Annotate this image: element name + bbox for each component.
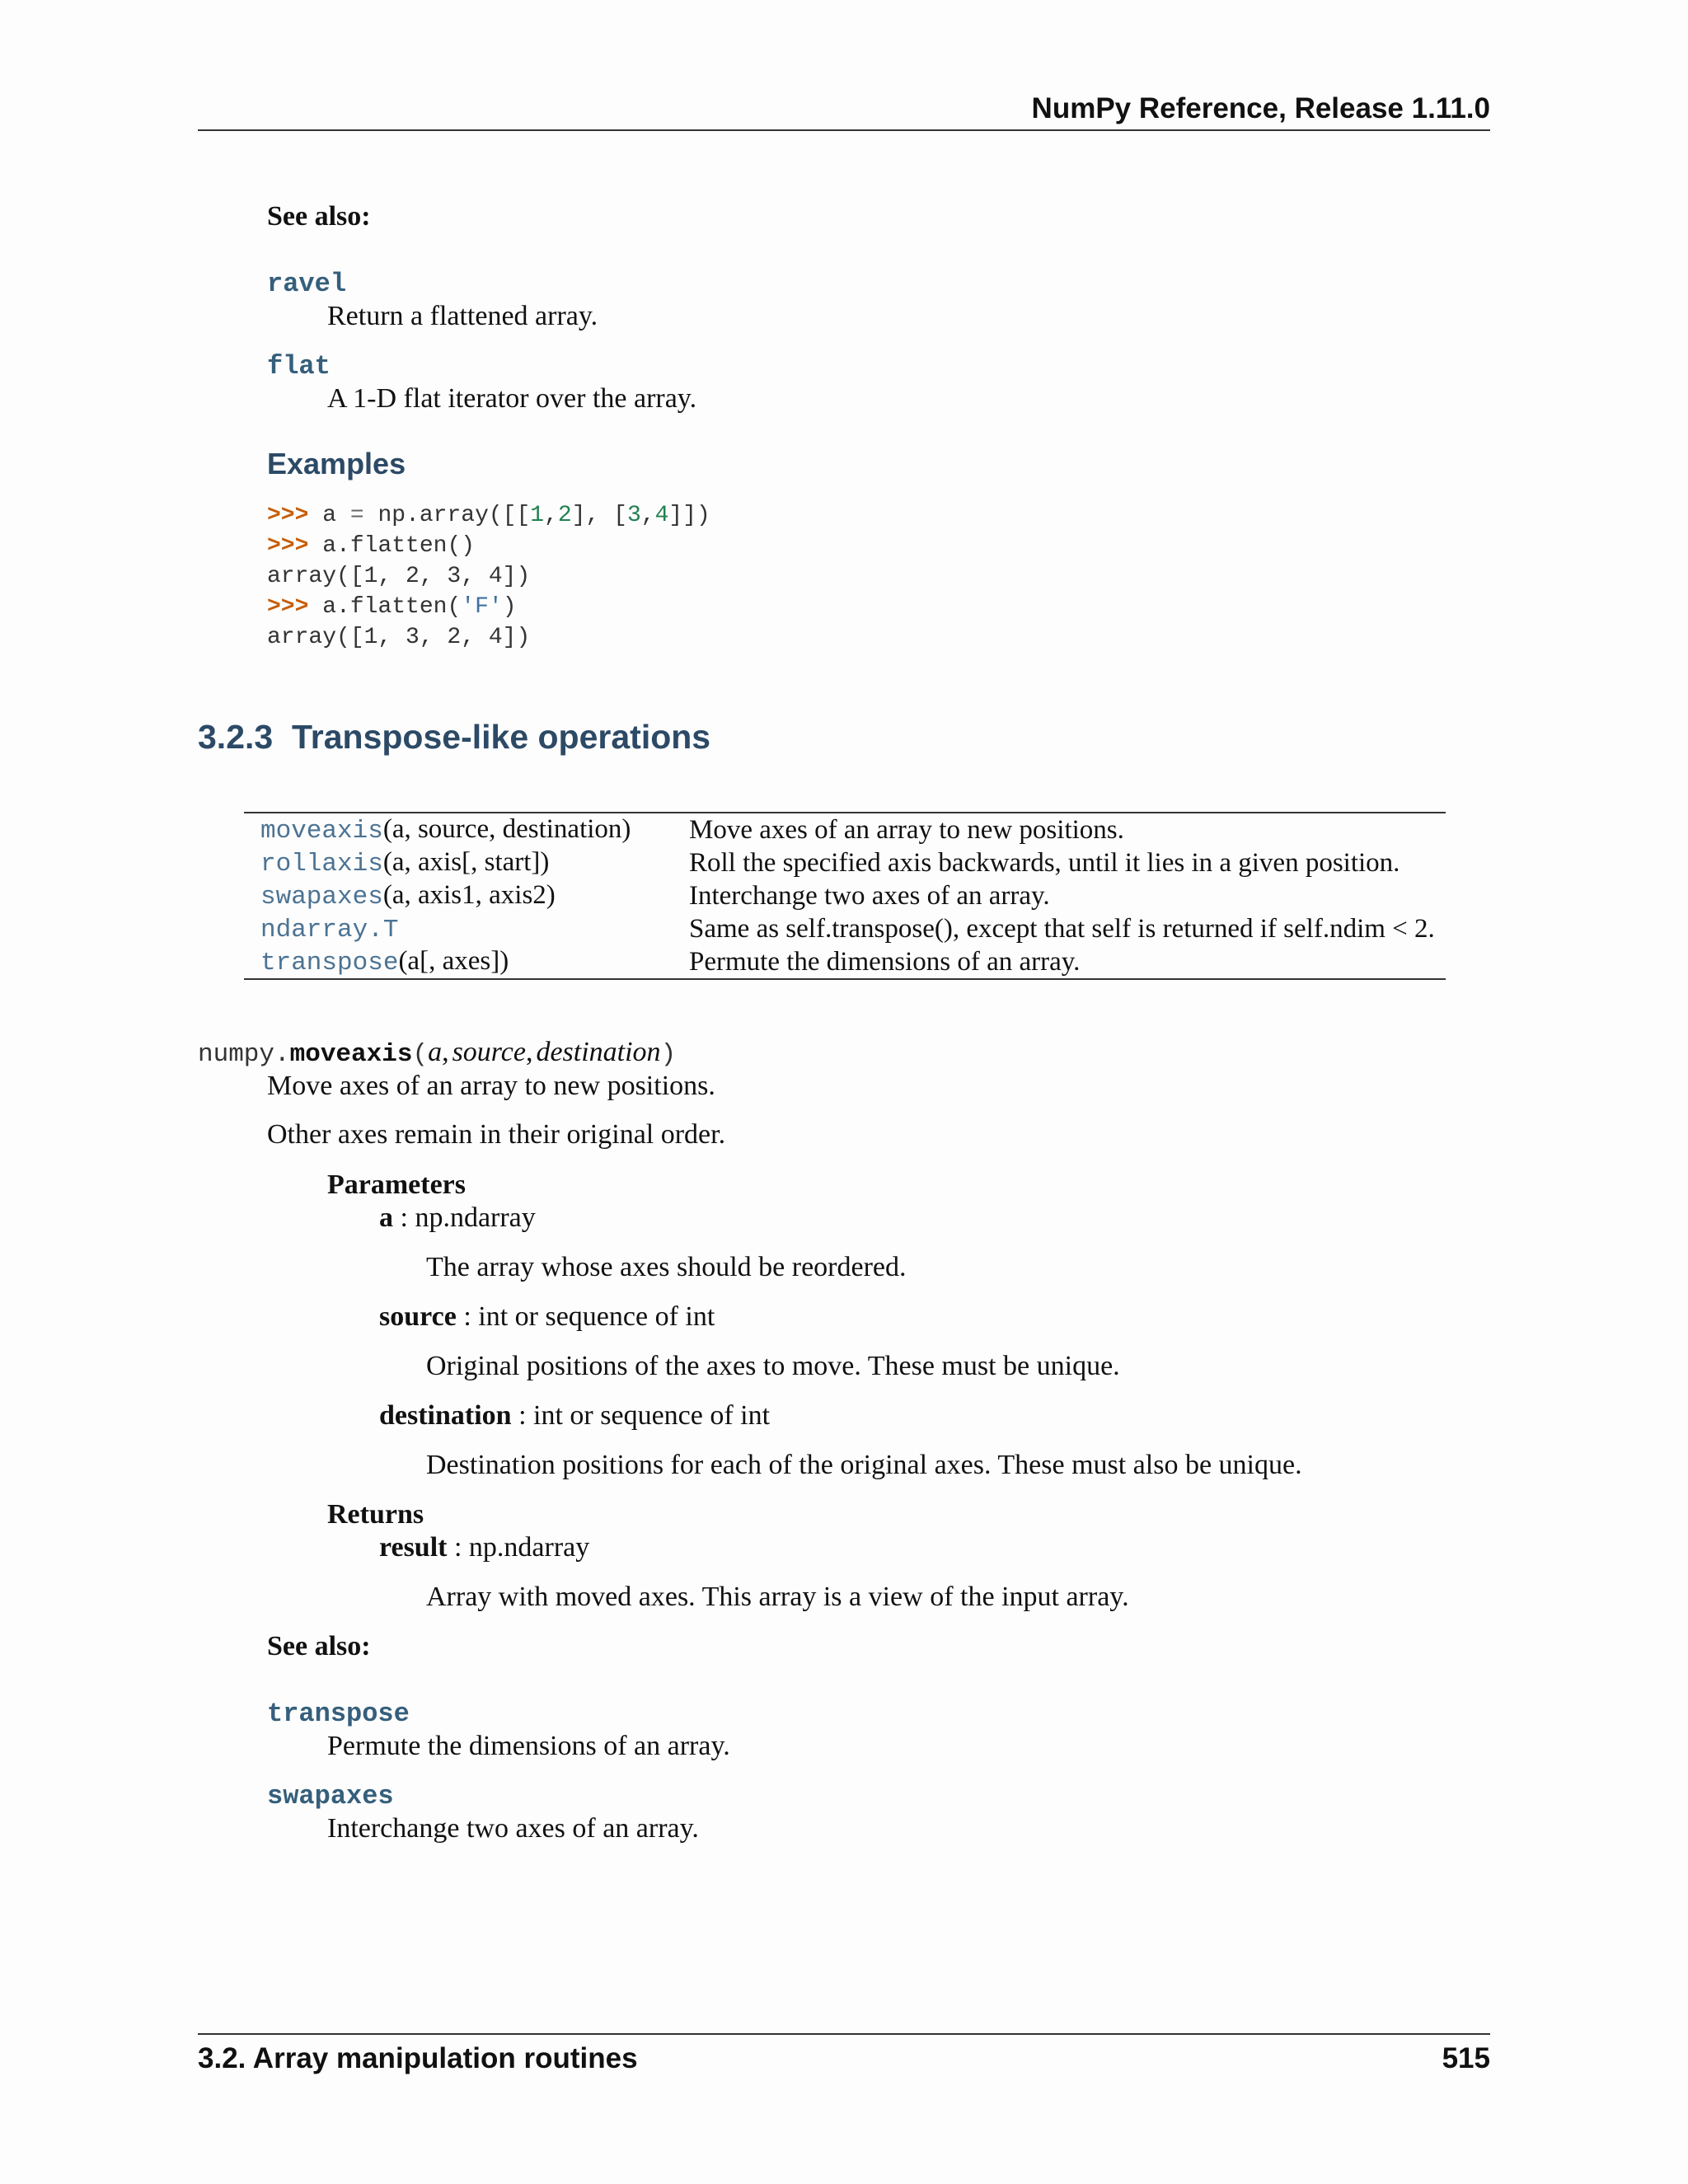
signature-separator: , <box>442 1037 449 1067</box>
see-also-desc: Return a flattened array. <box>327 301 598 331</box>
code-text: np.array([[ <box>363 503 531 528</box>
code-operator: = <box>349 503 364 528</box>
header-rule <box>198 129 1490 131</box>
table-cell-description: Roll the specified axis backwards, until it lies in a given position. <box>689 847 1400 878</box>
table-row <box>244 813 1446 846</box>
code-text: ], [ <box>571 503 627 528</box>
code-text: a.flatten() <box>322 533 476 559</box>
param-a <box>379 1202 536 1234</box>
code-text: , <box>544 503 558 528</box>
code-output: array([1, 2, 3, 4]) <box>267 564 531 589</box>
see-also-link-swapaxes[interactable]: swapaxes <box>267 1781 394 1811</box>
param-name: a <box>379 1202 393 1233</box>
table-row <box>244 879 1446 912</box>
param-type: : int or sequence of int <box>511 1400 771 1431</box>
function-link-rollaxis[interactable]: rollaxis <box>260 850 383 879</box>
running-header-title: NumPy Reference, Release 1.11.0 <box>1031 92 1490 124</box>
param-type: : int or sequence of int <box>456 1301 715 1332</box>
section-heading <box>198 718 710 757</box>
function-link-transpose[interactable]: transpose <box>260 949 399 977</box>
param-name: source <box>379 1301 457 1332</box>
function-summary: Move axes of an array to new positions. <box>267 1071 715 1101</box>
function-args: (a[, axes]) <box>398 946 509 976</box>
signature-module: numpy. <box>198 1040 290 1069</box>
signature-paren: ) <box>660 1040 677 1069</box>
code-number: 2 <box>557 503 572 528</box>
table-cell-function <box>244 846 673 879</box>
table-cell-description: Interchange two axes of an array. <box>689 880 1050 911</box>
signature-param: destination <box>536 1037 661 1067</box>
signature-name: moveaxis <box>289 1040 413 1069</box>
examples-heading: Examples <box>267 447 406 480</box>
signature-paren: ( <box>412 1040 429 1069</box>
return-result <box>379 1532 589 1563</box>
param-description: Original positions of the axes to move. These must be unique. <box>426 1351 1120 1381</box>
table-cell-function <box>244 945 673 979</box>
code-line <box>267 592 710 622</box>
code-line <box>267 531 710 561</box>
table-row <box>244 846 1446 879</box>
code-string: 'F' <box>461 594 503 620</box>
code-text: , <box>640 503 655 528</box>
signature-param: a <box>428 1037 443 1067</box>
function-signature <box>198 1037 676 1069</box>
table-cell-function <box>244 879 673 912</box>
code-text: a.flatten( <box>322 594 462 620</box>
code-output: array([1, 3, 2, 4]) <box>267 625 531 650</box>
function-args: (a, axis1, axis2) <box>382 880 556 910</box>
table-cell-description: Permute the dimensions of an array. <box>689 946 1081 977</box>
code-text: ]]) <box>668 503 710 528</box>
code-number: 1 <box>530 503 545 528</box>
code-number: 4 <box>654 503 669 528</box>
signature-separator: , <box>525 1037 533 1067</box>
return-type: : np.ndarray <box>447 1532 590 1563</box>
see-also-link-transpose[interactable]: transpose <box>267 1699 410 1729</box>
code-block <box>267 500 710 653</box>
see-also-heading: See also: <box>267 201 371 232</box>
signature-param: source <box>452 1037 526 1067</box>
code-text: a <box>322 503 350 528</box>
table-cell-description: Same as self.transpose(), except that self is returned if self.ndim < 2. <box>689 913 1435 944</box>
function-args: (a, source, destination) <box>382 814 631 844</box>
function-link-ndarray-t[interactable]: ndarray.T <box>260 916 399 944</box>
table-row <box>244 912 1446 945</box>
function-note: Other axes remain in their original order. <box>267 1119 726 1150</box>
param-description: The array whose axes should be reordered. <box>426 1252 907 1282</box>
code-prompt: >>> <box>267 533 309 559</box>
see-also-link-ravel[interactable]: ravel <box>267 269 347 299</box>
table-cell-function <box>244 813 673 846</box>
parameters-heading: Parameters <box>327 1169 467 1200</box>
param-name: destination <box>379 1400 512 1431</box>
param-destination <box>379 1400 770 1432</box>
section-title: Transpose-like operations <box>292 718 711 756</box>
footer-rule <box>198 2033 1490 2035</box>
see-also-heading: See also: <box>267 1631 371 1661</box>
see-also-desc: Interchange two axes of an array. <box>327 1813 699 1844</box>
function-args: (a, axis[, start]) <box>382 847 550 877</box>
function-link-swapaxes[interactable]: swapaxes <box>260 883 383 912</box>
see-also-desc: A 1-D flat iterator over the array. <box>327 383 697 414</box>
param-type: : np.ndarray <box>393 1202 536 1233</box>
section-number: 3.2.3 <box>198 718 274 756</box>
footer-section: 3.2. Array manipulation routines <box>198 2042 638 2074</box>
code-prompt: >>> <box>267 503 309 528</box>
code-number: 3 <box>626 503 641 528</box>
code-line <box>267 500 710 531</box>
function-link-moveaxis[interactable]: moveaxis <box>260 817 383 846</box>
see-also-desc: Permute the dimensions of an array. <box>327 1731 730 1761</box>
table-cell-description: Move axes of an array to new positions. <box>689 814 1124 845</box>
return-description: Array with moved axes. This array is a view of the input array. <box>426 1582 1129 1612</box>
code-prompt: >>> <box>267 594 309 620</box>
see-also-link-flat[interactable]: flat <box>267 351 331 382</box>
returns-heading: Returns <box>327 1499 424 1530</box>
page-number: 515 <box>1442 2042 1490 2074</box>
code-text: ) <box>502 594 517 620</box>
table-row <box>244 945 1446 979</box>
param-source <box>379 1301 715 1333</box>
summary-table <box>244 812 1446 980</box>
table-cell-function <box>244 912 673 945</box>
param-description: Destination positions for each of the original axes. These must also be unique. <box>426 1450 1302 1480</box>
return-name: result <box>379 1532 448 1563</box>
